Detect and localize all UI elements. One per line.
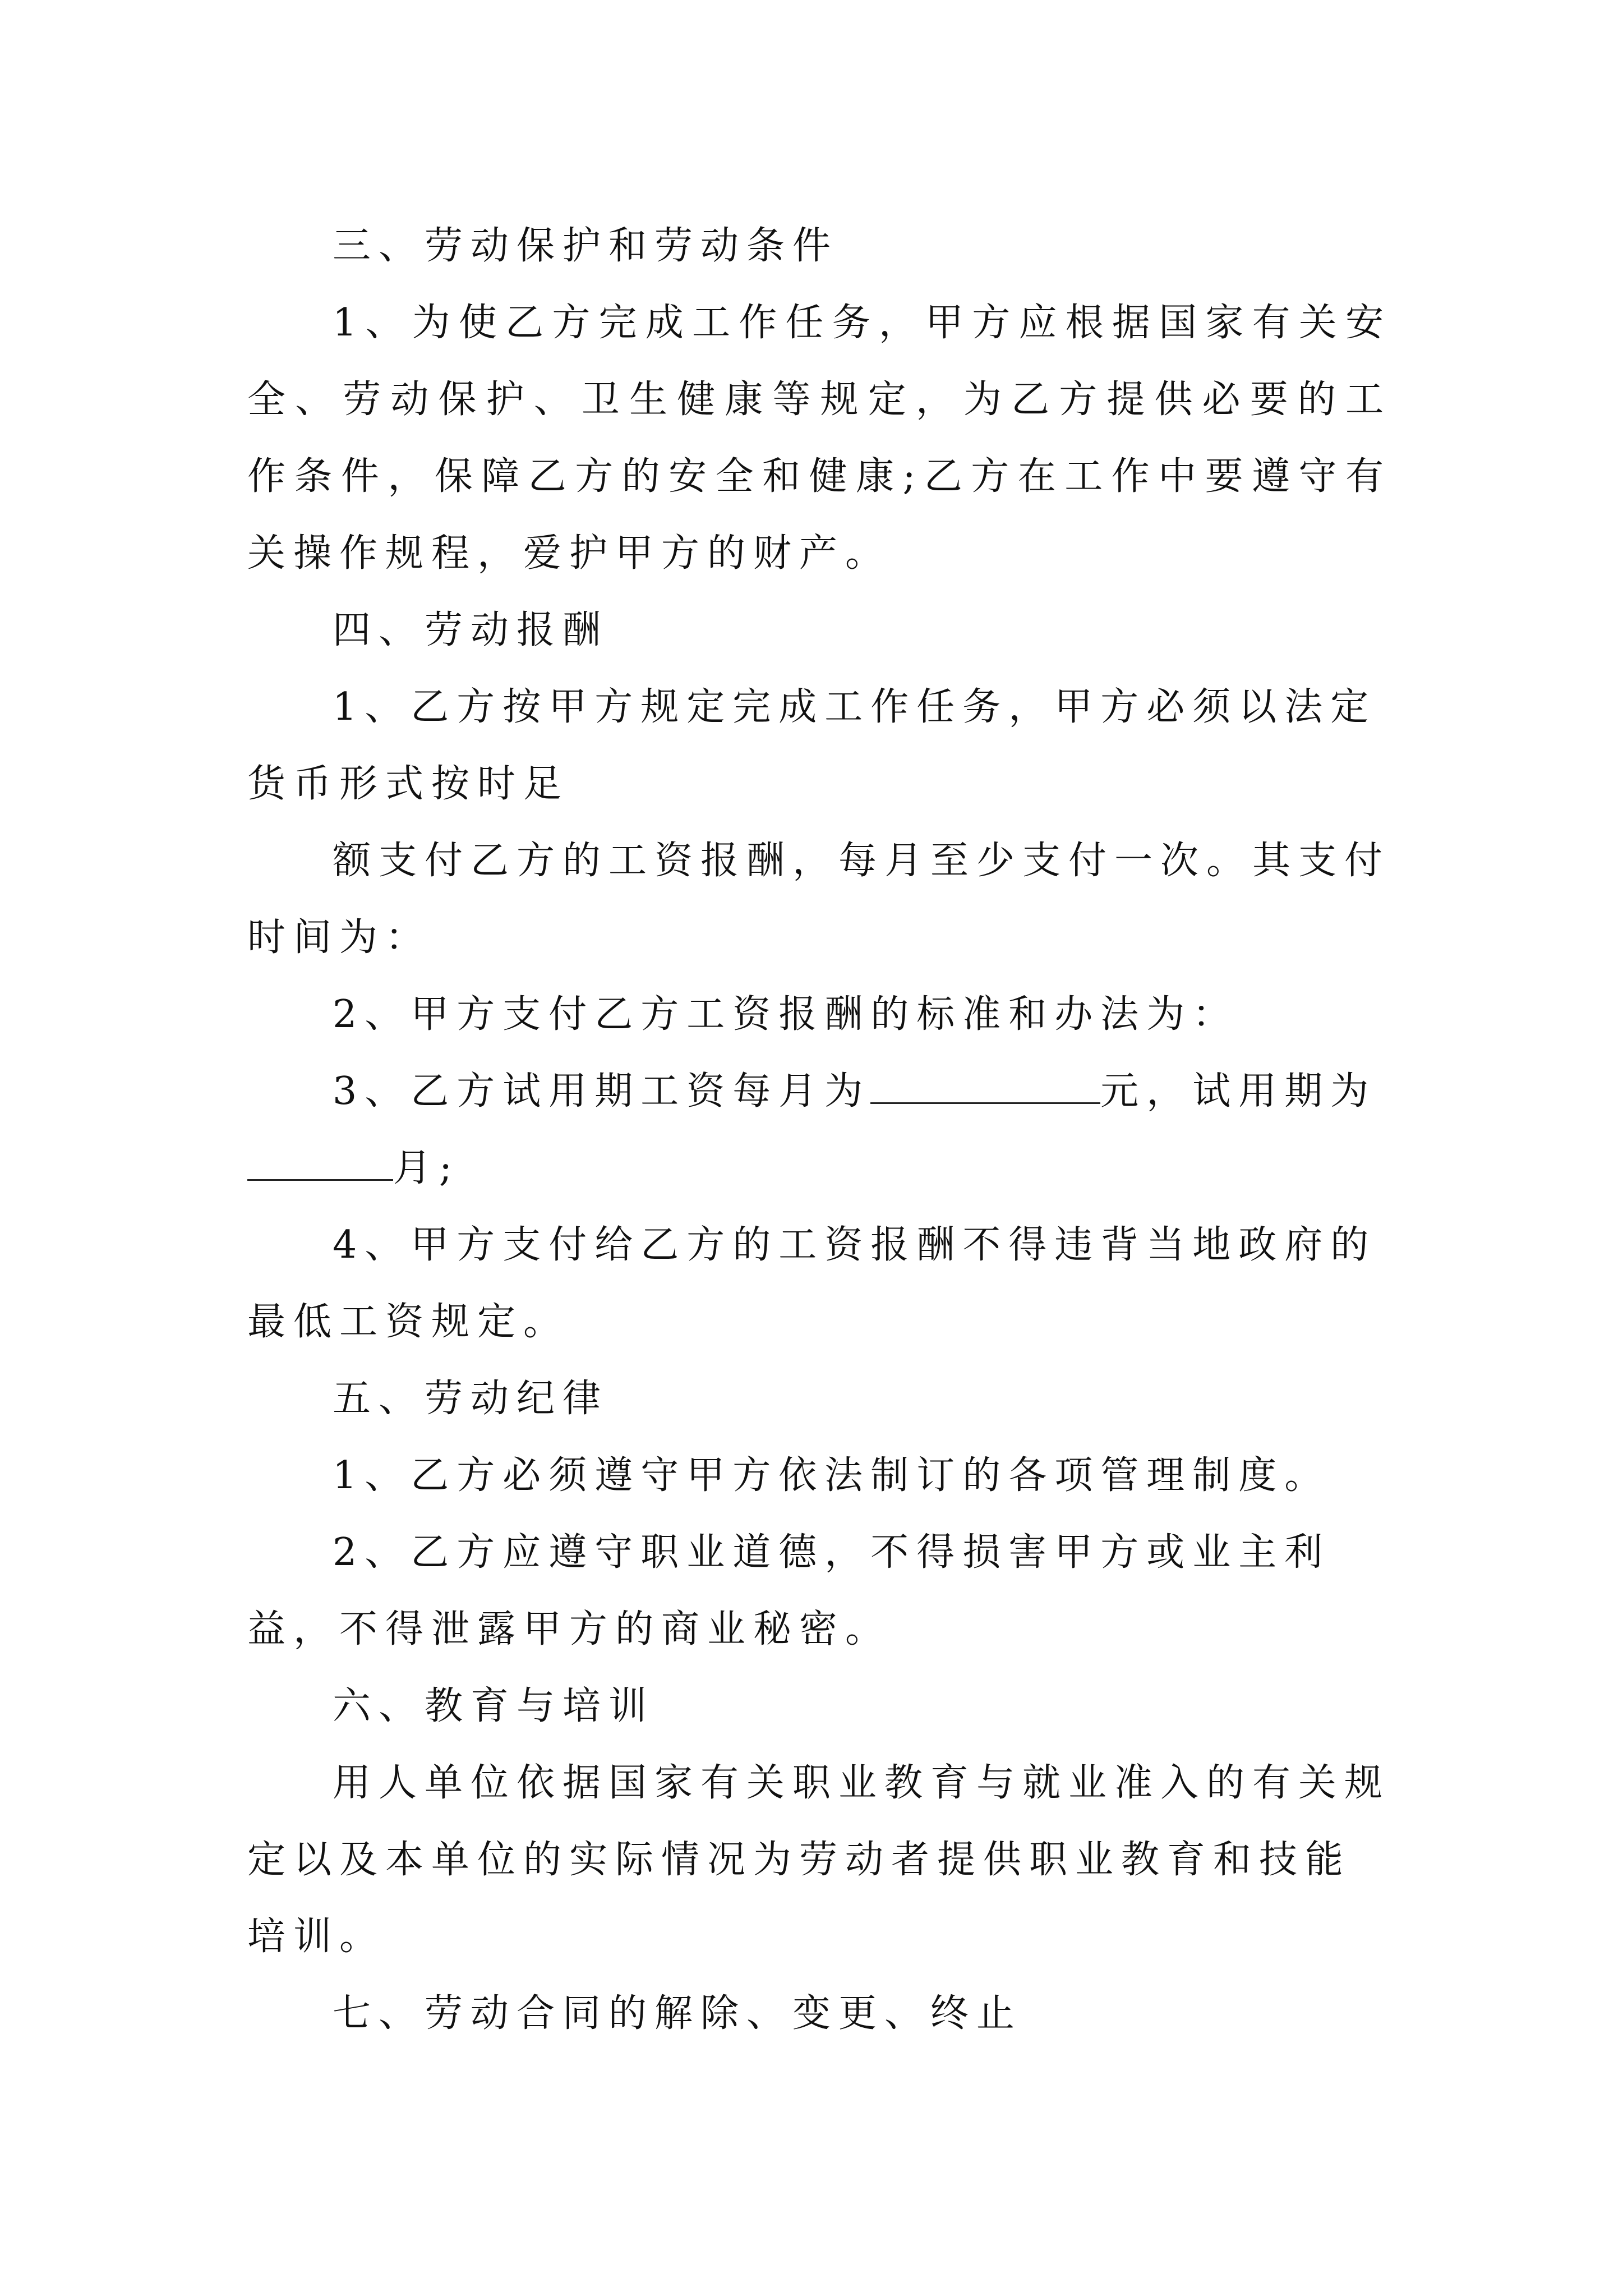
paragraph-payment-currency: 1、乙方按甲方规定完成工作任务，甲方必须以法定货币形式按时足 xyxy=(247,685,1377,806)
probation-period-text: 元，试用期为 xyxy=(1100,1069,1377,1114)
probation-month-text: 月; xyxy=(393,1146,460,1190)
paragraph-probation-salary xyxy=(247,1053,1391,1207)
paragraph-professional-ethics: 2、乙方应遵守职业道德，不得损害甲方或业主利益，不得泄露甲方的商业秘密。 xyxy=(247,1530,1331,1651)
section-heading-education: 六、教育与培训 xyxy=(333,1684,655,1728)
paragraph-management-rules: 1、乙方必须遵守甲方依法制订的各项管理制度。 xyxy=(333,1453,1331,1498)
paragraph-payment-frequency: 额支付乙方的工资报酬，每月至少支付一次。其支付时间为： xyxy=(247,839,1391,960)
period-blank-line xyxy=(247,1145,393,1181)
paragraph-training: 用人单位依据国家有关职业教育与就业准入的有关规定以及本单位的实际情况为劳动者提供职业教育和技能培训。 xyxy=(247,1761,1391,1959)
document-body xyxy=(247,208,1391,2052)
section-heading-remuneration: 四、劳动报酬 xyxy=(333,608,609,652)
section-heading-labor-protection: 三、劳动保护和劳动条件 xyxy=(333,224,839,268)
paragraph-minimum-wage: 4、甲方支付给乙方的工资报酬不得违背当地政府的最低工资规定。 xyxy=(247,1223,1377,1344)
salary-blank-line xyxy=(870,1069,1100,1104)
paragraph-payment-standard: 2、甲方支付乙方工资报酬的标准和办法为： xyxy=(333,992,1239,1037)
probation-salary-text: 3、乙方试用期工资每月为 xyxy=(333,1069,871,1114)
section-heading-termination: 七、劳动合同的解除、变更、终止 xyxy=(333,1991,1023,2036)
paragraph-work-conditions: 1、为使乙方完成工作任务，甲方应根据国家有关安全、劳动保护、卫生健康等规定，为乙方提供必要的工作条件，保障乙方的安全和健康;乙方在工作中要遵守有关操作规程，爱护甲方的财产。 xyxy=(247,301,1391,576)
section-heading-discipline: 五、劳动纪律 xyxy=(333,1377,609,1421)
